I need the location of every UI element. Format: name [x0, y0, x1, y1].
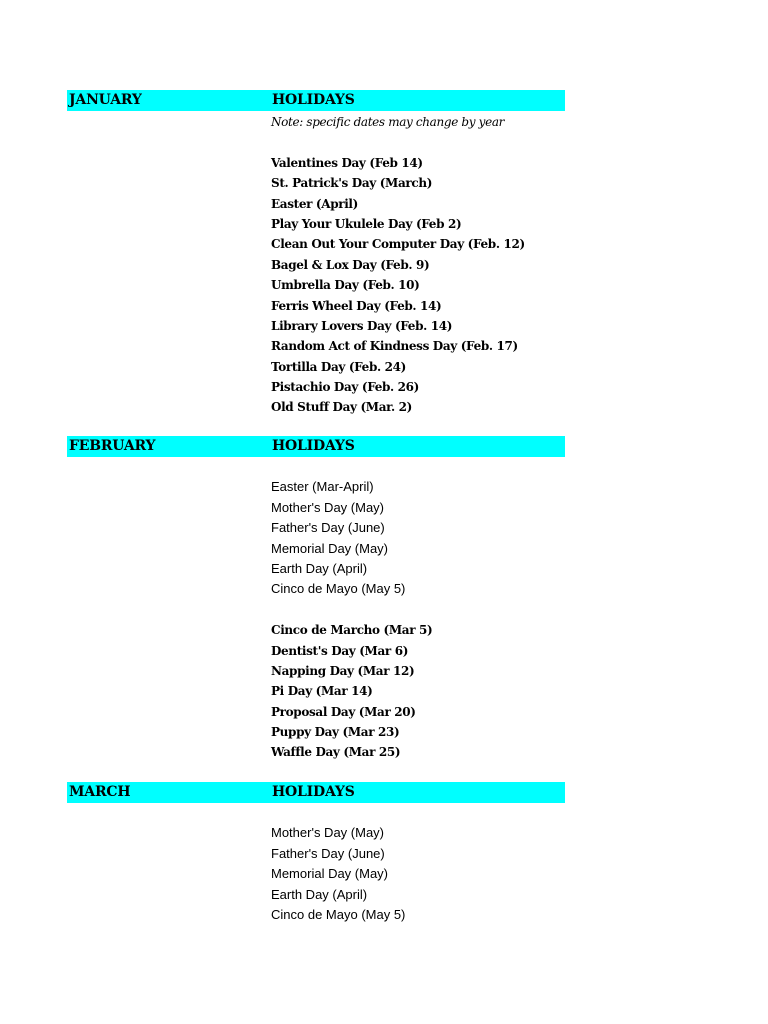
list-item: Mother's Day (May)	[271, 499, 385, 515]
list-item: Proposal Day (Mar 20)	[271, 704, 416, 719]
month-label-february: FEBRUARY	[69, 438, 156, 454]
february-holiday-list	[271, 457, 571, 763]
list-item: Tortilla Day (Feb. 24)	[271, 359, 406, 374]
march-header-bar	[67, 782, 565, 803]
list-item: Clean Out Your Computer Day (Feb. 12)	[271, 237, 525, 252]
list-item: Easter (April)	[271, 196, 358, 211]
spacer	[271, 132, 571, 152]
list-item: Umbrella Day (Feb. 10)	[271, 278, 420, 293]
list-item: Mother's Day (May)	[271, 825, 385, 841]
list-item: Easter (Mar-April)	[271, 479, 374, 495]
date-note: Note: specific dates may change by year	[271, 115, 505, 129]
month-label-march: MARCH	[69, 784, 131, 800]
list-item: Napping Day (Mar 12)	[271, 663, 415, 678]
holidays-heading-january: HOLIDAYS	[272, 92, 355, 108]
january-header-bar	[67, 90, 565, 111]
march-section	[67, 782, 565, 922]
list-item: Memorial Day (May)	[271, 540, 389, 556]
list-item: Pistachio Day (Feb. 26)	[271, 380, 420, 395]
list-item: Cinco de Marcho (Mar 5)	[271, 623, 433, 638]
holidays-heading-february: HOLIDAYS	[272, 438, 355, 454]
list-item: Waffle Day (Mar 25)	[271, 745, 401, 760]
spacer	[271, 457, 571, 477]
spacer	[271, 600, 571, 620]
february-section	[67, 436, 565, 760]
list-item: Random Act of Kindness Day (Feb. 17)	[271, 339, 518, 354]
list-item: Cinco de Mayo (May 5)	[271, 906, 406, 922]
list-item: Puppy Day (Mar 23)	[271, 725, 400, 740]
january-section	[67, 90, 565, 415]
list-item: Ferris Wheel Day (Feb. 14)	[271, 298, 442, 313]
list-item: Father's Day (June)	[271, 845, 385, 861]
month-label-january: JANUARY	[69, 92, 142, 108]
list-item: Earth Day (April)	[271, 886, 368, 902]
holidays-heading-march: HOLIDAYS	[272, 784, 355, 800]
list-item: Play Your Ukulele Day (Feb 2)	[271, 216, 462, 231]
february-header-bar	[67, 436, 565, 457]
list-item: Library Lovers Day (Feb. 14)	[271, 318, 453, 333]
list-item: Father's Day (June)	[271, 520, 385, 536]
list-item: Memorial Day (May)	[271, 866, 389, 882]
list-item: Dentist's Day (Mar 6)	[271, 643, 409, 658]
january-holiday-list	[271, 112, 571, 418]
list-item: Earth Day (April)	[271, 560, 368, 576]
list-item: Cinco de Mayo (May 5)	[271, 581, 406, 597]
march-holiday-list	[271, 803, 571, 925]
list-item: Bagel & Lox Day (Feb. 9)	[271, 257, 430, 272]
list-item: St. Patrick's Day (March)	[271, 176, 433, 191]
spacer	[271, 803, 571, 823]
list-item: Valentines Day (Feb 14)	[271, 155, 423, 170]
list-item: Old Stuff Day (Mar. 2)	[271, 400, 412, 415]
list-item: Pi Day (Mar 14)	[271, 684, 373, 699]
